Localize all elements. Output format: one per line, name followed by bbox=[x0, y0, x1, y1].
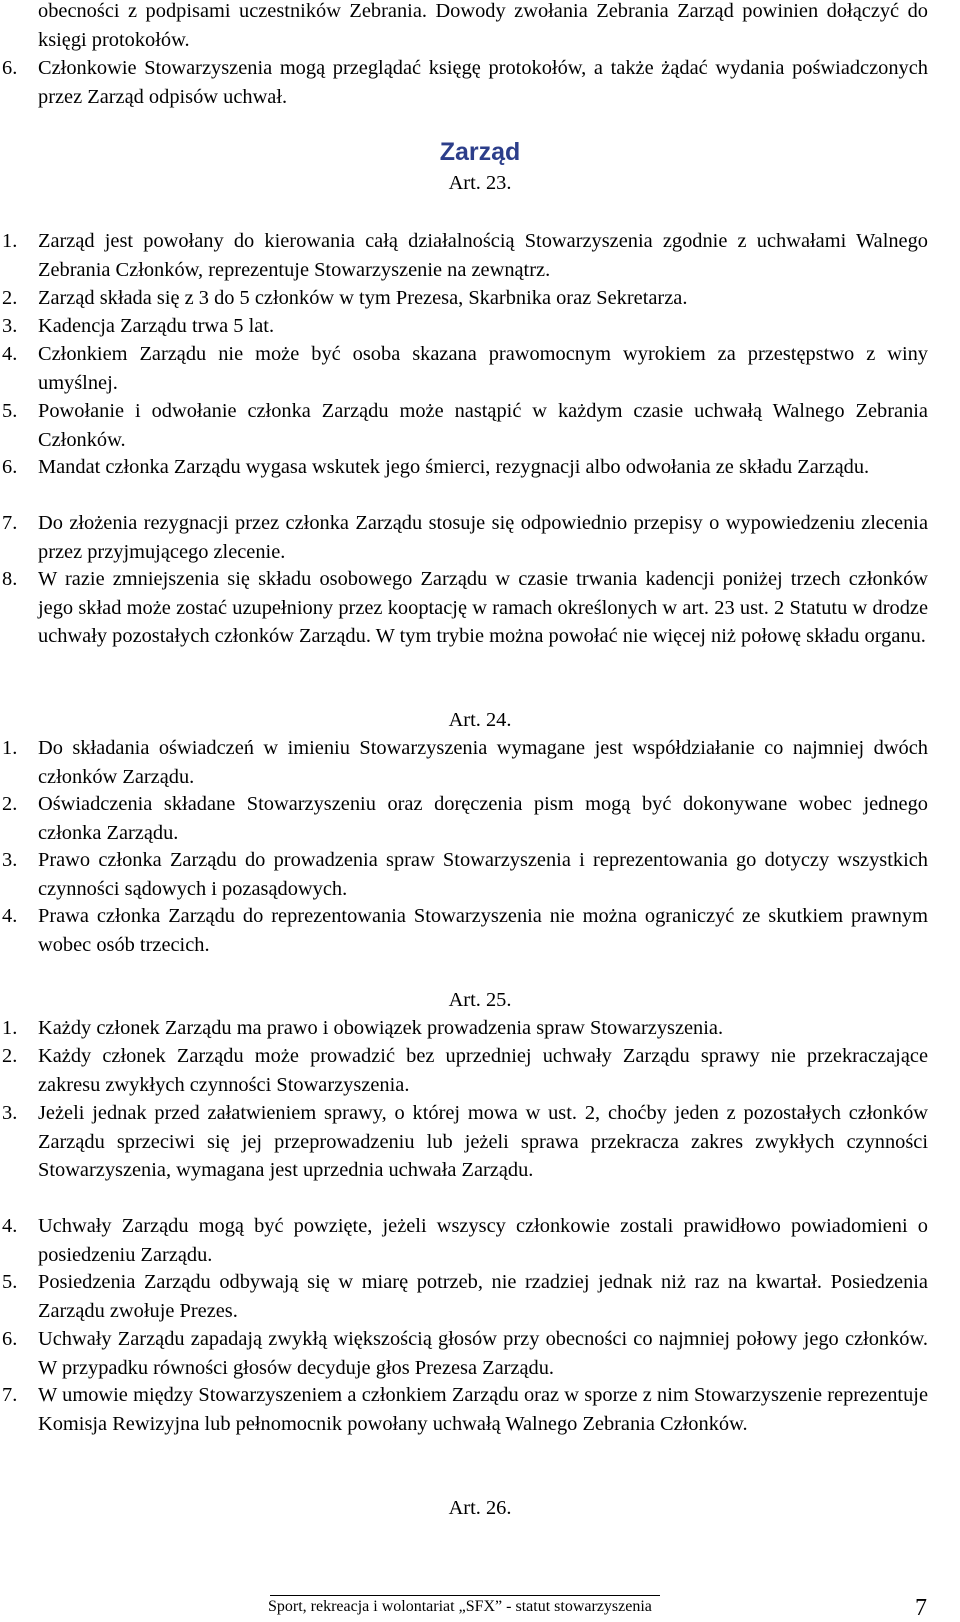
item-number: 3. bbox=[2, 1102, 18, 1124]
item-text: Uchwały Zarządu zapadają zwykłą większością głosów przy obecności co najmniej połowy jego członków. W przypadku równości głosów decyduje głos Prezesa Zarządu. bbox=[38, 1328, 928, 1379]
item-number: 7. bbox=[2, 512, 18, 534]
art25-item-4 bbox=[2, 1212, 928, 1269]
item-number: 6. bbox=[2, 456, 18, 478]
item-number: 2. bbox=[2, 287, 18, 309]
footer-divider bbox=[270, 1595, 660, 1596]
art25-item-1 bbox=[2, 1014, 928, 1043]
item-number: 4. bbox=[2, 905, 18, 927]
art25-item-2 bbox=[2, 1042, 928, 1099]
art24-item-3 bbox=[2, 846, 928, 903]
item-text: Powołanie i odwołanie członka Zarządu może nastąpić w każdym czasie uchwałą Walnego Zebrania Członków. bbox=[38, 400, 928, 451]
item-text: Zarząd składa się z 3 do 5 członków w tym Prezesa, Skarbnika oraz Sekretarza. bbox=[38, 287, 688, 309]
art23-item-8 bbox=[2, 565, 928, 651]
item-number: 7. bbox=[2, 1384, 18, 1406]
article-23-title: Art. 23. bbox=[448, 172, 512, 194]
item-number: 1. bbox=[2, 737, 18, 759]
item-number: 2. bbox=[2, 793, 18, 815]
article-25-title: Art. 25. bbox=[448, 989, 512, 1011]
item-number: 2. bbox=[2, 1045, 18, 1067]
art23-item-5 bbox=[2, 397, 928, 454]
art23-item-2 bbox=[2, 284, 928, 313]
item-number: 5. bbox=[2, 400, 18, 422]
art24-item-1 bbox=[2, 734, 928, 791]
item-number: 4. bbox=[2, 1215, 18, 1237]
item-number: 6. bbox=[2, 57, 18, 79]
art23-item-6 bbox=[2, 453, 928, 482]
item-number: 6. bbox=[2, 1328, 18, 1350]
item-text: W razie zmniejszenia się składu osobowego Zarządu w czasie trwania kadencji poniżej trzech członków jego skład może zostać uzupełniony przez kooptację w ramach określonych w art. 23 ust. 2 Statutu w drodze uchwały pozostałych członków Zarządu. W tym trybie można powołać nie więcej niż połowę składu organu. bbox=[38, 568, 928, 648]
page-number: 7 bbox=[915, 1595, 927, 1621]
art25-item-6 bbox=[2, 1325, 928, 1382]
item-text: Jeżeli jednak przed załatwieniem sprawy, o której mowa w ust. 2, choćby jeden z pozostałych członków Zarządu sprzeciwi się jej przeprowadzeniu lub jeżeli sprawa przekracza zakres zwykłych czynności Stowarzyszenia, wymagana jest uprzednia uchwała Zarządu. bbox=[38, 1102, 928, 1182]
item-text: Prawa członka Zarządu do reprezentowania Stowarzyszenia nie można ograniczyć ze skutkiem prawnym wobec osób trzecich. bbox=[38, 905, 928, 956]
item-text: Oświadczenia składane Stowarzyszeniu oraz doręczenia pism mogą być dokonywane wobec jednego członka Zarządu. bbox=[38, 793, 928, 844]
item-number: 3. bbox=[2, 849, 18, 871]
item-text: Mandat członka Zarządu wygasa wskutek jego śmierci, rezygnacji albo odwołania ze składu Zarządu. bbox=[38, 456, 870, 478]
item-text: Posiedzenia Zarządu odbywają się w miarę potrzeb, nie rzadziej jednak niż raz na kwartał. Posiedzenia Zarządu zwołuje Prezes. bbox=[38, 1271, 928, 1322]
item-text: Uchwały Zarządu mogą być powzięte, jeżeli wszyscy członkowie zostali prawidłowo powiadomieni o posiedzeniu Zarządu. bbox=[38, 1215, 928, 1266]
item-number: 1. bbox=[2, 230, 18, 252]
art23-item-1 bbox=[2, 227, 928, 284]
item-number: 3. bbox=[2, 315, 18, 337]
art24-item-4 bbox=[2, 902, 928, 959]
item-number: 1. bbox=[2, 1017, 18, 1039]
art24-item-2 bbox=[2, 790, 928, 847]
item-number: 5. bbox=[2, 1271, 18, 1293]
item-text: Każdy członek Zarządu ma prawo i obowiązek prowadzenia spraw Stowarzyszenia. bbox=[38, 1017, 724, 1039]
item-text: Członkowie Stowarzyszenia mogą przeglądać księgę protokołów, a także żądać wydania poświadczonych przez Zarząd odpisów uchwał. bbox=[38, 57, 928, 108]
article-26-title: Art. 26. bbox=[448, 1497, 512, 1519]
art25-item-7 bbox=[2, 1381, 928, 1438]
section-heading-zarzad: Zarząd bbox=[439, 138, 521, 166]
item-text: Prawo członka Zarządu do prowadzenia spraw Stowarzyszenia i reprezentowania go dotyczy wszystkich czynności sądowych i pozasądowych. bbox=[38, 849, 928, 900]
prev-article-item-6 bbox=[2, 54, 928, 111]
art23-item-7 bbox=[2, 509, 928, 566]
art25-item-5 bbox=[2, 1268, 928, 1325]
item-text: Kadencja Zarządu trwa 5 lat. bbox=[38, 315, 275, 337]
item-number: 4. bbox=[2, 343, 18, 365]
continuation-paragraph: obecności z podpisami uczestników Zebrania. Dowody zwołania Zebrania Zarząd powinien dołączyć do księgi protokołów. bbox=[38, 0, 928, 51]
item-text: Do składania oświadczeń w imieniu Stowarzyszenia wymagane jest współdziałanie co najmniej dwóch członków Zarządu. bbox=[38, 737, 928, 788]
article-24-title: Art. 24. bbox=[448, 709, 512, 731]
art23-item-3 bbox=[2, 312, 928, 341]
item-number: 8. bbox=[2, 568, 18, 590]
item-text: Każdy członek Zarządu może prowadzić bez uprzedniej uchwały Zarządu sprawy nie przekraczające zakresu zwykłych czynności Stowarzyszenia. bbox=[38, 1045, 928, 1096]
item-text: Zarząd jest powołany do kierowania całą działalnością Stowarzyszenia zgodnie z uchwałami Walnego Zebrania Członków, reprezentuje Stowarzyszenie na zewnątrz. bbox=[38, 230, 928, 281]
footer-text: Sport, rekreacja i wolontariat „SFX” - statut stowarzyszenia bbox=[268, 1598, 652, 1615]
item-text: Członkiem Zarządu nie może być osoba skazana prawomocnym wyrokiem za przestępstwo z winy umyślnej. bbox=[38, 343, 928, 394]
art23-item-4 bbox=[2, 340, 928, 397]
item-text: W umowie między Stowarzyszeniem a członkiem Zarządu oraz w sporze z nim Stowarzyszenie reprezentuje Komisja Rewizyjna lub pełnomocnik powołany uchwałą Walnego Zebrania Członków. bbox=[38, 1384, 928, 1435]
art25-item-3 bbox=[2, 1099, 928, 1185]
item-text: Do złożenia rezygnacji przez członka Zarządu stosuje się odpowiednio przepisy o wypowiedzeniu zlecenia przez przyjmującego zlecenie. bbox=[38, 512, 928, 563]
